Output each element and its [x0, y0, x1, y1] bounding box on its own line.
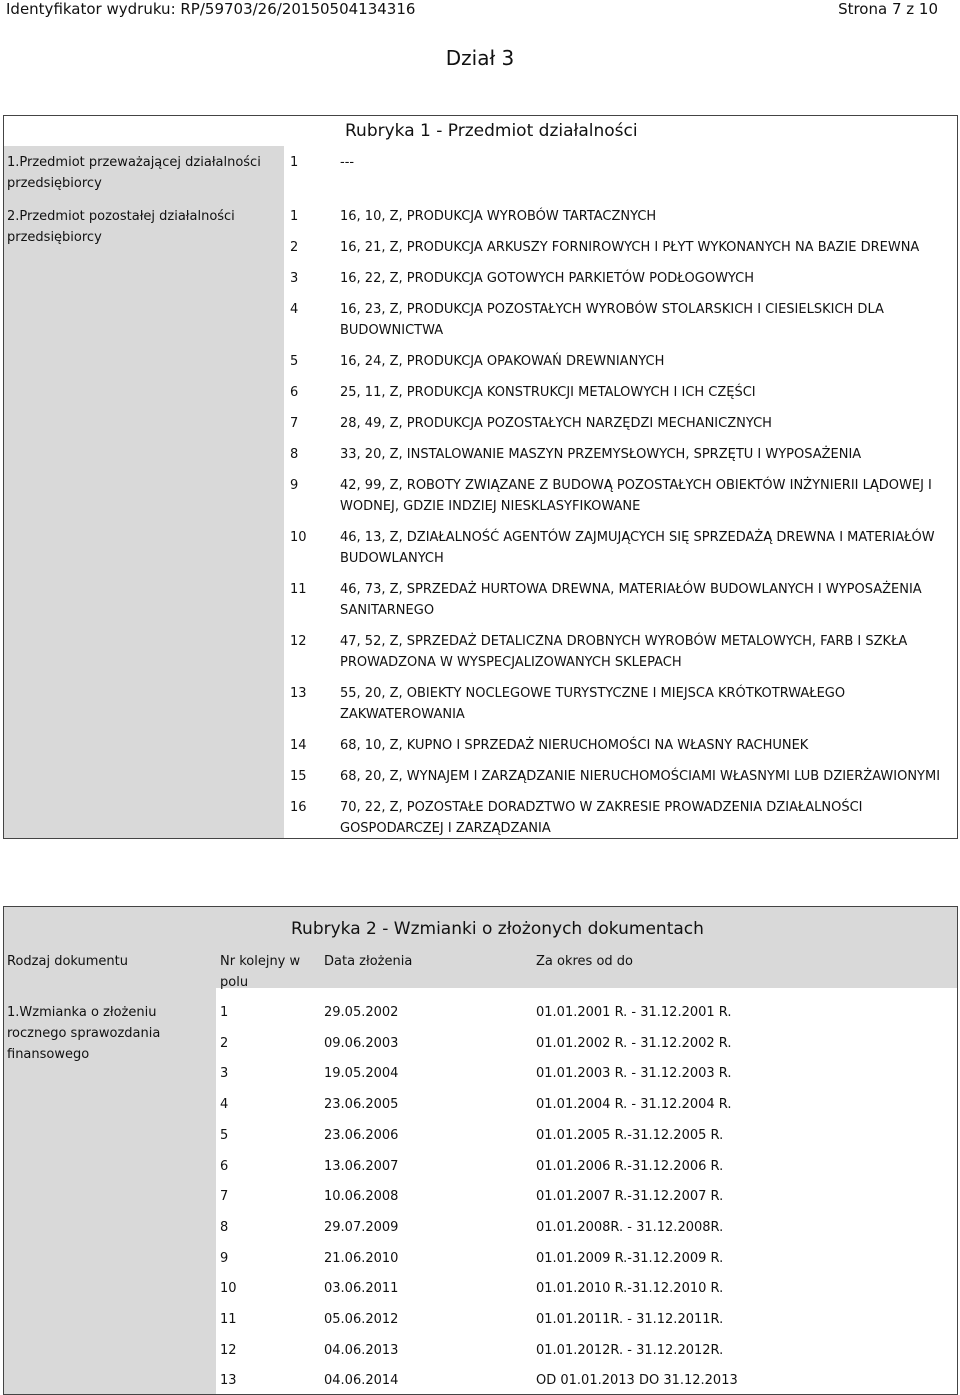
- header-period: Za okres od do: [536, 954, 633, 969]
- activity-item-number: 8: [290, 447, 299, 462]
- activity-item-text: 16, 10, Z, PRODUKCJA WYROBÓW TARTACZNYCH: [340, 209, 657, 224]
- row-date: 04.06.2014: [324, 1373, 399, 1389]
- activity-item-number: 13: [290, 686, 307, 701]
- main-activity-number: 1: [290, 155, 299, 170]
- activity-item-text: 46, 73, Z, SPRZEDAŻ HURTOWA DREWNA, MATERIAŁÓW BUDOWLANYCH I WYPOSAŻENIA SANITARNEGO: [340, 582, 922, 618]
- row-number: 9: [220, 1250, 229, 1266]
- label-column: [4, 146, 284, 838]
- activity-item-number: 7: [290, 416, 299, 431]
- activity-item-text: 16, 23, Z, PRODUKCJA POZOSTAŁYCH WYROBÓW STOLARSKICH I CIESIELSKICH DLA BUDOWNICTWA: [340, 302, 884, 338]
- row-date: 03.06.2011: [324, 1281, 399, 1297]
- rubryka-1-title: Rubryka 1 - Przedmiot działalności: [345, 121, 638, 141]
- row-number: 10: [220, 1281, 237, 1297]
- row-date: 21.06.2010: [324, 1250, 399, 1266]
- rubryka-2-title: Rubryka 2 - Wzmianki o złożonych dokumentach: [291, 919, 704, 939]
- row-period: 01.01.2001 R. - 31.12.2001 R.: [536, 1005, 732, 1020]
- print-identifier: Identyfikator wydruku: RP/59703/26/20150504134316: [6, 0, 416, 18]
- activity-item-number: 16: [290, 800, 307, 815]
- activity-item-number: 3: [290, 271, 299, 286]
- row-period: 01.01.2010 R.-31.12.2010 R.: [536, 1281, 724, 1297]
- activity-item-text: 68, 10, Z, KUPNO I SPRZEDAŻ NIERUCHOMOŚCI NA WŁASNY RACHUNEK: [340, 738, 809, 753]
- row-date: 23.06.2005: [324, 1097, 399, 1113]
- row-number: 4: [220, 1097, 229, 1113]
- activity-item-text: 28, 49, Z, PRODUKCJA POZOSTAŁYCH NARZĘDZI MECHANICZNYCH: [340, 416, 772, 431]
- row-number: 5: [220, 1127, 229, 1143]
- row-number: 8: [220, 1219, 229, 1235]
- row-date: 05.06.2012: [324, 1312, 399, 1327]
- row-date: 04.06.2013: [324, 1342, 399, 1358]
- row-number: 1: [220, 1005, 229, 1020]
- activity-item-text: 55, 20, Z, OBIEKTY NOCLEGOWE TURYSTYCZNE I MIEJSCA KRÓTKOTRWAŁEGO ZAKWATEROWANIA: [340, 686, 846, 722]
- row-date: 09.06.2003: [324, 1035, 399, 1051]
- header-date: Data złożenia: [324, 954, 413, 969]
- activity-item-text: 33, 20, Z, INSTALOWANIE MASZYN PRZEMYSŁOWYCH, SPRZĘTU I WYPOSAŻENIA: [340, 447, 862, 462]
- activity-item-number: 11: [290, 582, 307, 597]
- activity-item-number: 12: [290, 634, 307, 649]
- activity-item-number: 14: [290, 738, 307, 753]
- activity-item-text: 46, 13, Z, DZIAŁALNOŚĆ AGENTÓW ZAJMUJĄCYCH SIĘ SPRZEDAŻĄ DREWNA I MATERIAŁÓW BUDOWLANYCH: [340, 530, 935, 566]
- row-period: 01.01.2002 R. - 31.12.2002 R.: [536, 1035, 732, 1051]
- row-period: 01.01.2004 R. - 31.12.2004 R.: [536, 1097, 732, 1113]
- row-period: 01.01.2006 R.-31.12.2006 R.: [536, 1158, 724, 1174]
- header-doc-type: Rodzaj dokumentu: [7, 954, 128, 969]
- row-period: 01.01.2003 R. - 31.12.2003 R.: [536, 1066, 732, 1082]
- activity-item-number: 10: [290, 530, 307, 545]
- activity-item-text: 16, 24, Z, PRODUKCJA OPAKOWAŃ DREWNIANYCH: [340, 354, 665, 369]
- activity-item-number: 4: [290, 302, 299, 317]
- activity-item-text: 16, 22, Z, PRODUKCJA GOTOWYCH PARKIETÓW PODŁOGOWYCH: [340, 271, 755, 286]
- row-date: 13.06.2007: [324, 1158, 399, 1174]
- row-period: 01.01.2009 R.-31.12.2009 R.: [536, 1250, 724, 1266]
- activity-item-text: 42, 99, Z, ROBOTY ZWIĄZANE Z BUDOWĄ POZOSTAŁYCH OBIEKTÓW INŻYNIERII LĄDOWEJ I WODNEJ, GDZIE INDZIEJ NIESKLASYFIKOWANE: [340, 478, 932, 514]
- activity-item-number: 5: [290, 354, 299, 369]
- row-period: 01.01.2011R. - 31.12.2011R.: [536, 1312, 724, 1327]
- page-number: Strona 7 z 10: [838, 0, 938, 18]
- activity-item-text: 70, 22, Z, POZOSTAŁE DORADZTWO W ZAKRESIE PROWADZENIA DZIAŁALNOŚCI GOSPODARCZEJ I ZARZĄDZANIA: [340, 800, 863, 836]
- activity-item-number: 15: [290, 769, 307, 784]
- row-date: 29.07.2009: [324, 1219, 399, 1235]
- row-number: 13: [220, 1373, 237, 1389]
- row-date: 19.05.2004: [324, 1066, 399, 1082]
- row-date: 29.05.2002: [324, 1005, 399, 1020]
- row-number: 11: [220, 1312, 237, 1327]
- row-number: 3: [220, 1066, 229, 1082]
- row-period: 01.01.2012R. - 31.12.2012R.: [536, 1342, 724, 1358]
- row-number: 12: [220, 1342, 237, 1358]
- row-period: 01.01.2005 R.-31.12.2005 R.: [536, 1127, 724, 1143]
- rubryka-1-table: [3, 115, 958, 839]
- activity-item-text: 68, 20, Z, WYNAJEM I ZARZĄDZANIE NIERUCHOMOŚCIAMI WŁASNYMI LUB DZIERŻAWIONYMI: [340, 769, 941, 784]
- row-date: 10.06.2008: [324, 1189, 399, 1205]
- row-number: 6: [220, 1158, 229, 1174]
- activity-item-text: 25, 11, Z, PRODUKCJA KONSTRUKCJI METALOWYCH I ICH CZĘŚCI: [340, 385, 756, 400]
- rubryka-2-table: [3, 906, 958, 1395]
- row-date: 23.06.2006: [324, 1127, 399, 1143]
- main-activity-value: ---: [340, 155, 355, 170]
- row-period: 01.01.2008R. - 31.12.2008R.: [536, 1219, 724, 1235]
- activity-item-number: 6: [290, 385, 299, 400]
- row-number: 2: [220, 1035, 229, 1051]
- activity-item-text: 16, 21, Z, PRODUKCJA ARKUSZY FORNIROWYCH I PŁYT WYKONANYCH NA BAZIE DREWNA: [340, 240, 920, 255]
- activity-item-number: 2: [290, 240, 299, 255]
- row-period: OD 01.01.2013 DO 31.12.2013: [536, 1373, 738, 1389]
- row-period: 01.01.2007 R.-31.12.2007 R.: [536, 1189, 724, 1205]
- row-number: 7: [220, 1189, 229, 1205]
- activity-item-number: 1: [290, 209, 299, 224]
- doc-type-value: 1.Wzmianka o złożeniu rocznego sprawozdania finansowego: [7, 1005, 161, 1062]
- activity-item-text: 47, 52, Z, SPRZEDAŻ DETALICZNA DROBNYCH WYROBÓW METALOWYCH, FARB I SZKŁA PROWADZONA W WYSPECJALIZOWANYCH SKLEPACH: [340, 634, 908, 670]
- section-title: Dział 3: [445, 46, 515, 70]
- main-activity-label: 1.Przedmiot przeważającej działalności przedsiębiorcy: [7, 155, 261, 191]
- header-number: Nr kolejny w polu: [220, 954, 301, 990]
- other-activity-label: 2.Przedmiot pozostałej działalności przedsiębiorcy: [7, 209, 235, 245]
- activity-item-number: 9: [290, 478, 299, 493]
